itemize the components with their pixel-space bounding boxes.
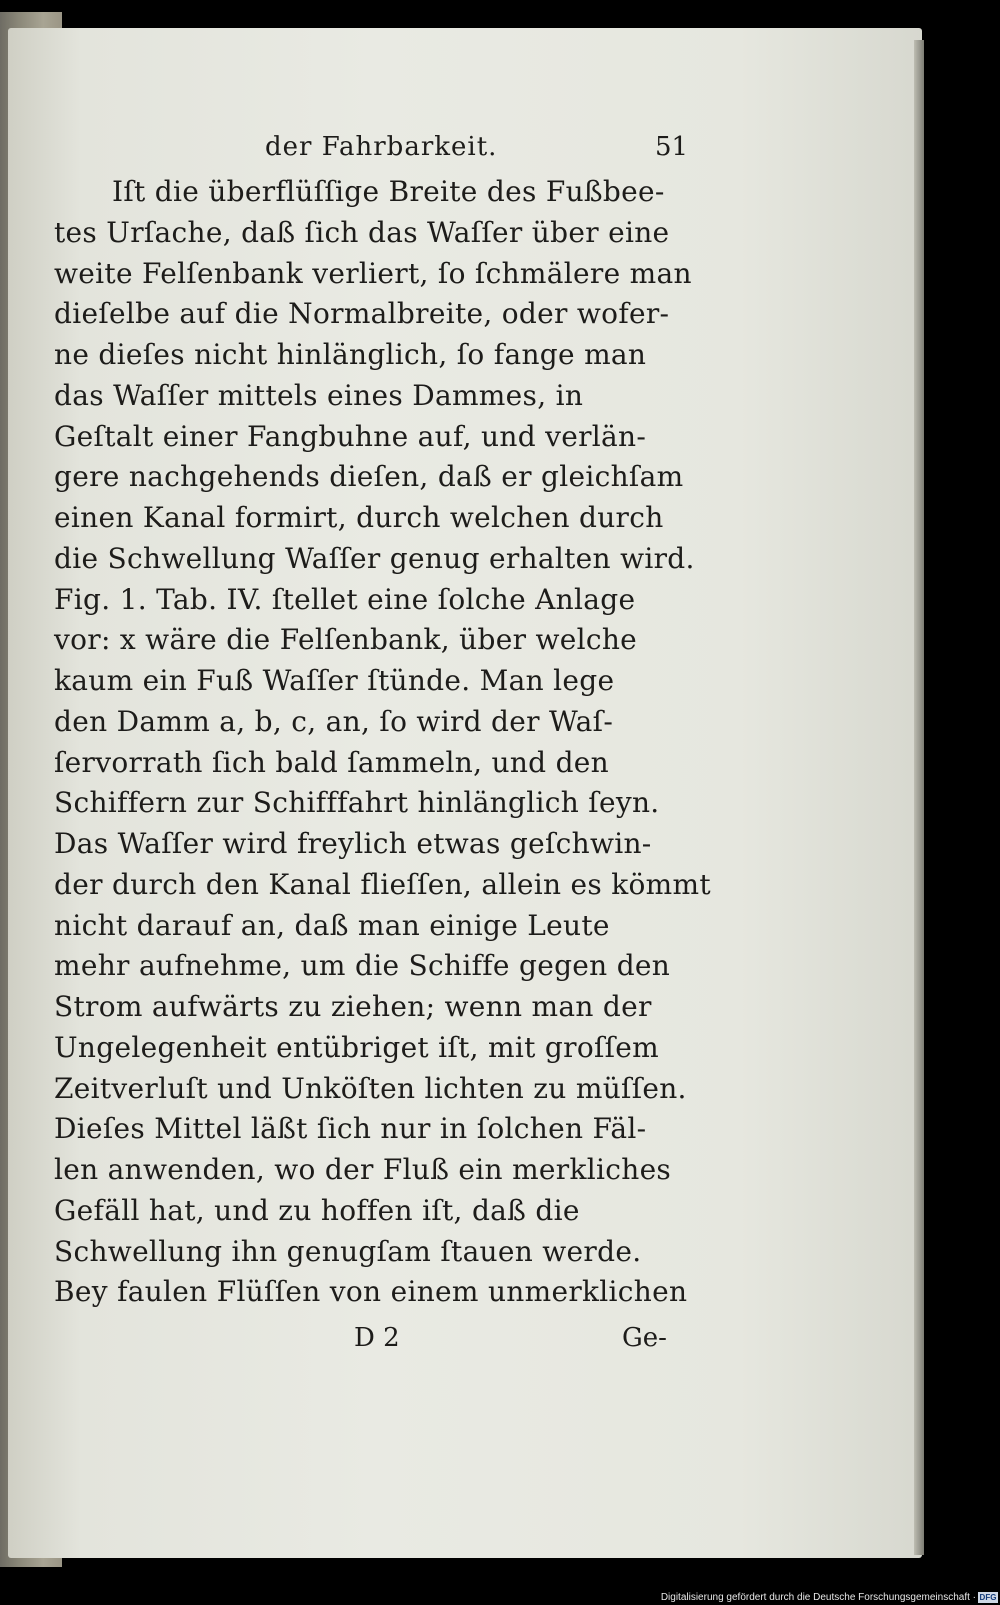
text-line: Gefäll hat, und zu hoffen iſt, daß die xyxy=(54,1193,580,1227)
page-footer xyxy=(54,1313,714,1361)
text-line: Bey faulen Flüſſen von einem unmerklichen xyxy=(54,1275,688,1309)
text-line: einen Kanal formirt, durch welchen durch xyxy=(54,501,664,534)
text-line: kaum ein Fuß Waſſer ſtünde. Man lege xyxy=(54,664,615,697)
text-line: Das Waſſer wird freylich etwas geſchwin- xyxy=(54,827,652,860)
text-line: Dieſes Mittel läßt ſich nur in ſolchen Fäl- xyxy=(54,1112,647,1146)
text-block xyxy=(54,128,714,1361)
page-edge-shadow xyxy=(914,40,924,1555)
running-title: der Fahrbarkeit. xyxy=(265,132,498,162)
text-line: ſervorrath ſich bald ſammeln, und den xyxy=(54,745,610,779)
text-line: vor: x wäre die Felſenbank, über welche xyxy=(54,623,638,657)
text-line: der durch den Kanal flieſſen, allein es kömmt xyxy=(54,867,711,901)
text-line: Zeitverluſt und Unköſten lichten zu müſſen. xyxy=(54,1071,687,1105)
catchword: Ge- xyxy=(622,1323,667,1353)
text-line: den Damm a, b, c, an, ſo wird der Waſ- xyxy=(54,704,614,738)
text-line: Ungelegenheit entübriget iſt, mit groſſem xyxy=(54,1030,660,1064)
running-head xyxy=(54,128,714,172)
credit-bar xyxy=(0,1590,1000,1605)
text-line: nicht darauf an, daß man einige Leute xyxy=(54,908,610,942)
text-line: mehr aufnehme, um die Schiffe gegen den xyxy=(54,949,671,983)
text-line: das Waſſer mittels eines Dammes, in xyxy=(54,378,584,412)
signature-mark: D 2 xyxy=(354,1323,400,1353)
text-line: gere nachgehends dieſen, daß er gleichſam xyxy=(54,460,684,494)
text-line: len anwenden, wo der Fluß ein merkliches xyxy=(54,1153,672,1186)
text-line: weite Felſenbank verliert, ſo ſchmälere man xyxy=(54,256,692,290)
text-line: dieſelbe auf die Normalbreite, oder wofer- xyxy=(54,297,670,331)
text-line: Fig. 1. Tab. IV. ſtellet eine ſolche Anlage xyxy=(54,582,636,616)
text-line: die Schwellung Waſſer genug erhalten wird. xyxy=(54,541,695,575)
page-number: 51 xyxy=(655,132,689,162)
text-line: tes Urſache, daß ſich das Waſſer über eine xyxy=(54,215,670,249)
text-line: Strom aufwärts zu ziehen; wenn man der xyxy=(54,990,652,1023)
text-line: Schiffern zur Schifffahrt hinlänglich ſeyn. xyxy=(54,786,660,820)
credit-text: Digitalisierung gefördert durch die Deutsche Forschungsgemeinschaft · xyxy=(660,1592,976,1603)
text-line: Geſtalt einer Fangbuhne auf, und verlän- xyxy=(54,419,647,453)
dfg-logo: DFG xyxy=(979,1593,997,1602)
text-line: Schwellung ihn genugſam ſtauen werde. xyxy=(54,1234,642,1268)
text-line: ne dieſes nicht hinlänglich, ſo fange man xyxy=(54,338,647,371)
text-line: Iſt die überflüſſige Breite des Fußbee- xyxy=(112,175,665,208)
